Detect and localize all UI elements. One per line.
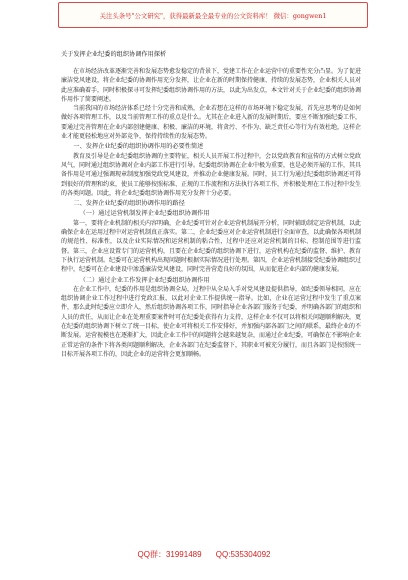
document-title: 关于发挥企业纪委的组织协调作用探析 [61, 51, 167, 58]
subsection-2-heading: （二）通过企业工作发挥企业纪委组织协调作用 [79, 276, 210, 284]
subsection-1-heading: （一）通过运营机制发挥企业纪委组织协调作用 [79, 210, 210, 218]
section-1-heading: 一、发挥企业纪委的组织协调作用的必要性简述 [73, 143, 204, 151]
document-page [61, 50, 361, 560]
subsection-2-paragraph: 在企业工作中，纪委的作用是组织协调全局，过程中从全局入手对党风建设提供指导，如纪委领导相同，应在组织协调企业工作过程中进行党政汇报，以此对企业工作提供统一指导。比如，企业在运营过程中发生了重点案件，那么此时纪委应立即介入，然后组织协调各项工作，同时指导企业各部门服务于纪委，并明确各部门的组织和人员的责任，从而让企业在处理重要案件时可在纪委处获得有力支持，这样企业不仅可以将相关问题顺利解决，更在纪委的组织协调下树立了统一目标，使企业可将相关工作安排好，并加强内部各部门之间的联系，最终企业的不断发展。运营视模也在逐渐扩大，因此企业工作中的问题将会越来越复杂，而通过企业纪委，可确保在不影响企业正常运营的条件下将各类问题顺利解决，企业各部门在纪委监督下，其职业可被充分履行，而且各部门是按照统一目标开展各项工作的，因此企业的运营将会更加顺畅。 [61, 285, 361, 358]
banner-text: 关注头条号"公文研究"，获得最新最全最专业的公文资料库！ 微信：gongwen1 [99, 11, 327, 20]
section-2-heading: 二、发挥企业纪委的组织协调作用的路径 [73, 200, 185, 208]
section-1-paragraph: 教育及引导是企业纪委组织协调的主要特征，相关人员开展工作过程中，会以党政教育和宣传的方式树立党政风气，同时通过组织协调对企业内部工作进行引导。纪委组织协调在企业中极为重要，也是必须开展的工作，其具备作用是可通过强调现章制度加强党政党风建设，并推动企业健康发展。同时，员工行为通过纪委组织协调还可得到很好的管理和约束，使员工能够按照标准、正规的工作流程和方法执行各项工作，并积极处理在工作过程中发生的各类问题。因此，将企业纪委组织协调作用充分发挥十分必要。 [61, 152, 361, 197]
footer-contact [0, 549, 408, 560]
footer-qq-group: QQ群：31991489 [137, 550, 202, 559]
subsection-1-paragraph: 第一，要将企业机制的相关内容明确，企业纪委可针对企业运营机制展开分析，同时辅助制定运营机制，以此确保企业在运用过程中对运营机制真正落实。第二，企业纪委应对企业运营机制进行全面审查，以此确保各项机制的规范性、标准性，以及企业实际情况和运营机制的粘合性，过程中还应对运营机制的目标、控制范围等进行监督。第三，企业应设置专门的运营机构，且要在企业纪委的组织协调下进行，运营机构在纪委的监督、维护、教育下执行运营机制。纪委可在运营机构出现问题时根据实际情况进行处理。第四，企业运营机制接受纪委协调组织过程中，纪委可在企业建设中渗透廉洁党风建设，同时完善营造良好的氛围，从而促进企业内部的健康发展。 [61, 219, 361, 274]
header-banner [58, 2, 368, 28]
intro-paragraph-2: 当前我国的市场经济体系已经十分完善和成熟，企业若想在这样的市场环境下稳定发展，首先应思考的是如何做好各项管理工作，以及当前管理工作的重点是什么。尤其在企业进入新的发展时期后，要应不断加强纪委工作，要通过完善管理在企业内部创建健康、积极、廉洁的环境，将贪污、不作为、缺乏责任心等行为有效杜绝，这样企业才能更轻松地应对外部竞争，保持持续性的发展态势。 [61, 105, 361, 141]
intro-paragraph-1: 在市场经济改革逐渐完善和发展态势愈发稳定的背景下，党建工作在企业运营中的重要性充分凸显。为了促进廉洁党风建设，将企业纪委的协调作用充分发挥，让企业在新的时期保持健康、持续的发展态势，企业相关人员对此应准确着手，同时积极探寻可发挥纪委组织协调作用的方法，以此为出发点，本文针对关于企业纪委的组织协调作用作了简要阐述。 [61, 68, 361, 103]
footer-qq-number: QQ:535304092 [215, 550, 271, 559]
